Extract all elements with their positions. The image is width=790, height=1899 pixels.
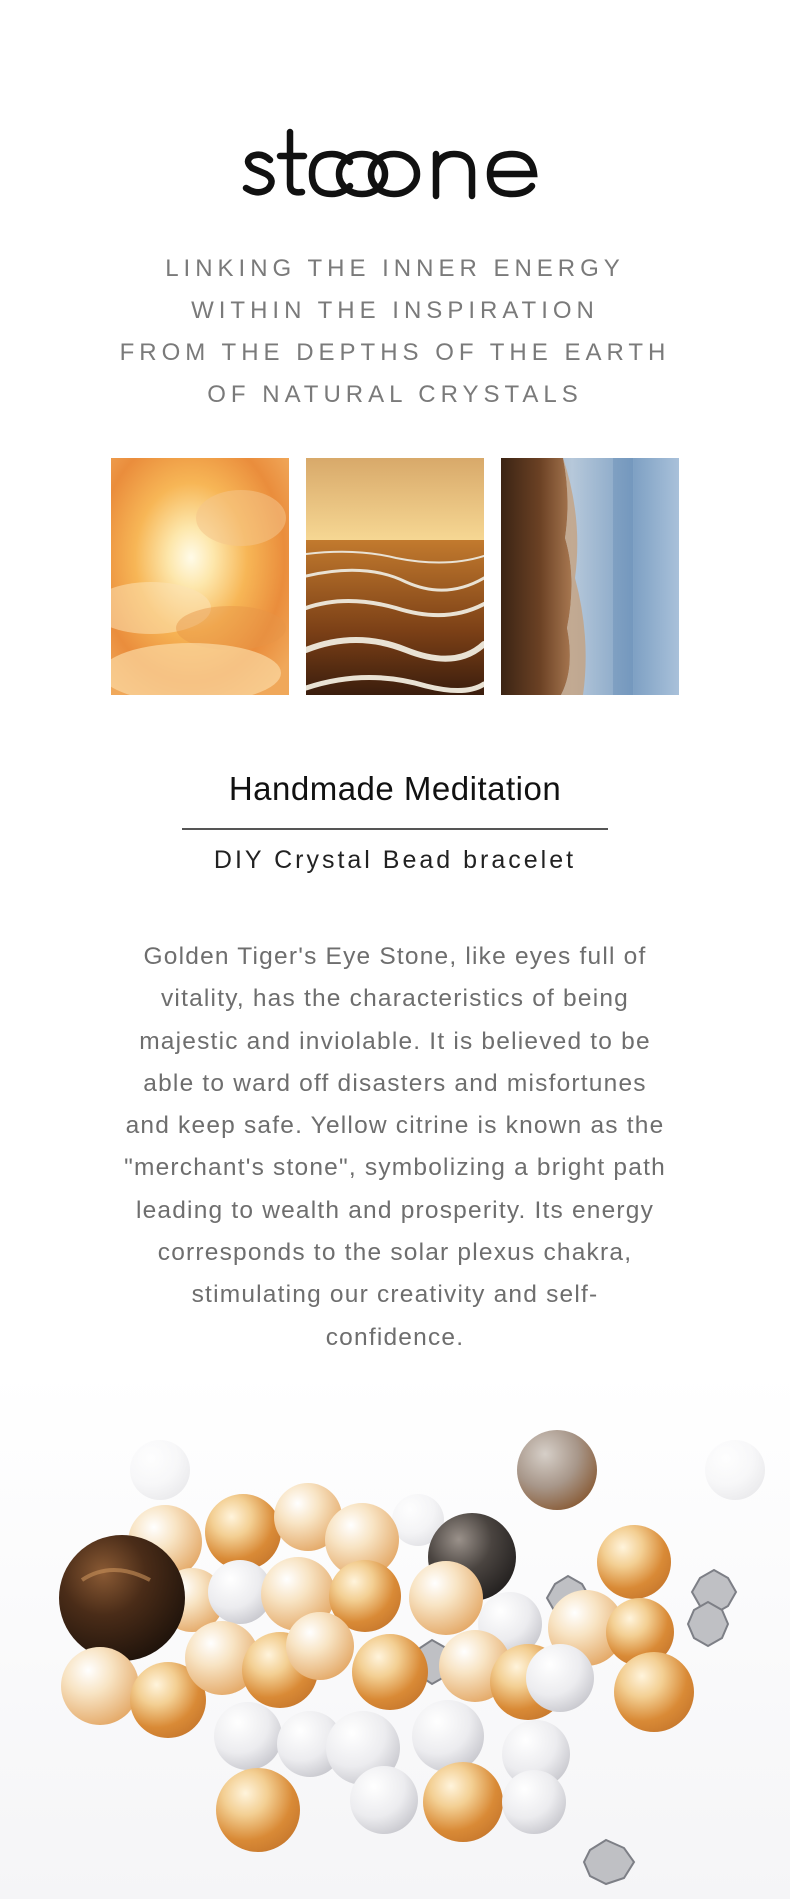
photo-cliff-sky (501, 458, 679, 695)
product-title: Handmade Meditation (228, 770, 562, 807)
stcoone-logo (240, 118, 550, 208)
description-line: stimulating our creativity and self- (191, 1281, 599, 1309)
description-line: vitality, has the characteristics of being (160, 985, 629, 1013)
brand-logo (0, 118, 790, 208)
description-line: corresponds to the solar plexus chakra, (157, 1239, 633, 1267)
description-line: "merchant's stone", symbolizing a bright path (124, 1154, 666, 1182)
tagline-line: OF NATURAL CRYSTALS (207, 381, 583, 408)
tagline-line: LINKING THE INNER ENERGY (165, 255, 625, 282)
beads-illustration (0, 1370, 790, 1899)
tagline-line: FROM THE DEPTHS OF THE EARTH (119, 339, 671, 366)
description-line: leading to wealth and prosperity. Its energy (135, 1196, 655, 1224)
description-line: majestic and inviolable. It is believed to be (139, 1027, 651, 1055)
title-divider (182, 828, 608, 830)
description-line: and keep safe. Yellow citrine is known as the (125, 1112, 665, 1140)
beads-photo (0, 1370, 790, 1899)
description-line: Golden Tiger's Eye Stone, like eyes full of (143, 943, 647, 970)
photo-river-plains (306, 458, 484, 695)
photo-strip (111, 458, 679, 695)
product-description (80, 936, 710, 1359)
description-line: able to ward off disasters and misfortunes (143, 1069, 647, 1097)
photo-sunlight-clouds (111, 458, 289, 695)
brand-tagline (0, 248, 790, 416)
tagline-line: WITHIN THE INSPIRATION (191, 297, 599, 324)
description-line: confidence. (325, 1323, 465, 1351)
product-subtitle: DIY Crystal Bead bracelet (213, 846, 577, 874)
